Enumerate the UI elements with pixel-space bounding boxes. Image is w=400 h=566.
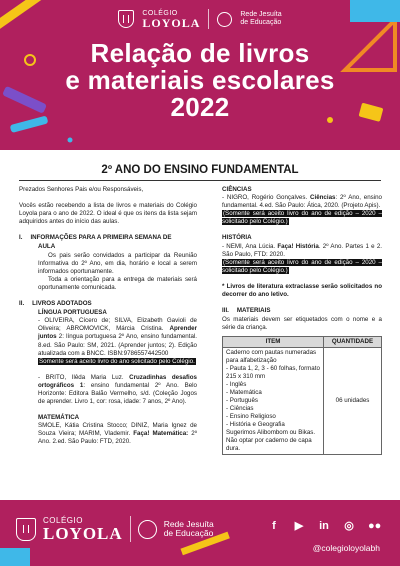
book-2-authors: - BRITO, Ilêda Maria Luz.	[38, 373, 124, 381]
footer-logos	[16, 516, 214, 542]
rede-jesuita-icon	[138, 520, 157, 539]
column-header-item: ITEM	[223, 337, 324, 348]
logo-divider	[208, 9, 209, 29]
title-line-1: Relação de livros	[90, 38, 310, 68]
book-2-details: : ensino fundamental 2º Ano. Belo Horizonte: Editora Balão Vermelho, s/d. (Coleção Jogos de aprender. Livro 1, cor: rosa, idade: 7 anos, 2º Ano).	[38, 381, 197, 406]
quantity-cell: 06 unidades	[324, 348, 382, 455]
book-2-entry	[19, 374, 197, 406]
section-1-title-cont: AULA	[38, 243, 56, 251]
literature-note: * Livros de literatura extraclasse serão solicitados no decorrer do ano letivo.	[222, 282, 382, 299]
book-5-note	[222, 259, 382, 275]
materials-table	[222, 336, 382, 455]
book-1-details: 2: língua portuguesa 2º Ano, ensino fundamental. 8.ed. São Paulo: SM, 2021. (Aprender juntos; 2). Edição atualizada com a BNCC. ISBN:9786557442500	[38, 333, 197, 357]
header-logos	[0, 9, 400, 29]
school-crest-icon	[16, 518, 36, 541]
book-5-title: Faça! História	[277, 242, 319, 250]
footer-school-logo	[43, 517, 123, 542]
book-4-note	[222, 210, 382, 226]
portuguesa-heading: LÍNGUA PORTUGUESA	[38, 309, 107, 317]
left-column	[19, 186, 197, 447]
footer-rede-line-2: de Educação	[163, 528, 214, 538]
book-5-authors: - NEMI, Ana Lúcia.	[222, 242, 276, 250]
logo-top-text: COLÉGIO	[142, 9, 178, 17]
school-crest-icon	[118, 10, 134, 28]
section-3-title: MATERIAIS	[236, 307, 271, 315]
footer-logo-divider	[130, 516, 131, 542]
rede-jesuita-logo	[240, 11, 281, 26]
section-2-heading	[19, 300, 197, 308]
rede-jesuita-icon	[217, 12, 232, 27]
instagram-icon[interactable]: ◎	[344, 520, 354, 532]
book-4-note-text: (Somente será aceito livro do ano de edição – 2020 – solicitado pelo Colégio.)	[222, 210, 382, 226]
section-1-title: INFORMAÇÕES PARA A PRIMEIRA SEMANA DE	[30, 234, 172, 242]
page-title	[0, 40, 400, 121]
social-handle[interactable]: @colegioloyolabh	[312, 543, 380, 553]
right-column	[222, 186, 382, 455]
title-line-3: 2022	[170, 92, 230, 122]
ciencias-heading: CIÊNCIAS	[222, 186, 252, 193]
section-1-paragraph-2: Toda a orientação para a entrega de materiais será oportunamente comunicada.	[38, 275, 197, 291]
book-1-authors: - OLIVEIRA, Cícero de; SILVA, Elizabeth Gavioli de Oliveira; ABROMOVICK, Márcia Cristina.	[38, 317, 197, 333]
book-1-title: Aprender juntos	[38, 325, 197, 341]
book-1-note-text: Somente será aceito livro do ano solicitado pelo Colégio.	[39, 357, 195, 365]
linkedin-icon[interactable]: in	[319, 520, 329, 532]
footer-rede-logo	[164, 520, 214, 539]
section-3-number: III.	[222, 307, 229, 315]
header-banner	[0, 0, 400, 150]
book-4-title: Ciências	[310, 194, 336, 202]
notebook-icon	[0, 548, 30, 566]
book-4-details: : 2º Ano, ensino fundamental. 4.ed. São Paulo: Ática, 2020. (Projeto Apis).	[222, 194, 382, 210]
section-1-heading	[19, 234, 197, 242]
item-line: - História e Geografia	[226, 421, 285, 429]
book-5-note-text: (Somente será aceito livro do ano de edição – 2020 – solicitado pelo Colégio.)	[222, 258, 382, 274]
item-line: Sugerimos Alibombom ou Bikas. Não optar por caderno de capa dura.	[226, 429, 316, 453]
social-links	[268, 520, 380, 532]
section-2-number: II.	[19, 300, 25, 308]
item-line: - Ciências	[226, 405, 254, 413]
sparkle-dot-icon	[68, 138, 73, 143]
youtube-icon[interactable]: ▶	[294, 520, 304, 532]
letter-greeting: Prezados Senhores Pais e/ou Responsáveis,	[19, 186, 144, 193]
section-1-paragraph-1: Os pais serão convidados a participar da Reunião Informativa do 2º Ano, em dia, horário e local a serem informados oportunamente.	[38, 251, 197, 275]
book-3-title: Faça! Matemática:	[133, 430, 189, 438]
book-3-entry	[19, 422, 197, 446]
book-4-entry	[222, 194, 382, 210]
footer-logo-main-text: LOYOLA	[43, 523, 123, 543]
book-2-title: Cruzadinhas desafios ortográficos 1	[38, 373, 197, 389]
flickr-icon[interactable]: ●●	[368, 520, 382, 532]
table-row	[223, 348, 382, 455]
school-logo	[142, 10, 200, 29]
book-4-authors: - NIGRO, Rogério Gonçalves.	[222, 194, 308, 202]
matematica-heading: MATEMÁTICA	[38, 414, 80, 422]
book-5-entry	[222, 243, 382, 259]
rede-line-1: Rede Jesuíta	[240, 11, 282, 19]
historia-heading: HISTÓRIA	[222, 234, 252, 242]
section-3-heading	[222, 307, 382, 315]
column-header-quantity: QUANTIDADE	[324, 337, 382, 348]
facebook-icon[interactable]: f	[272, 520, 276, 532]
rede-line-2: de Educação	[240, 19, 282, 26]
section-2-title: LIVROS ADOTADOS	[32, 300, 92, 308]
section-1-number: I.	[19, 234, 23, 242]
item-line: - Ensino Religioso	[226, 413, 276, 421]
letter-intro: Vocês estão recebendo a lista de livros e materiais do Colégio Loyola para o ano de 2022. O ideal é que os itens da lista sejam adquiridos antes do início das aulas.	[19, 202, 197, 226]
item-line: - Pauta 1, 2, 3 - 60 folhas, formato 215 x 310 mm	[226, 365, 320, 381]
book-1-entry	[19, 317, 197, 357]
footer-banner	[0, 500, 400, 566]
subtitle-divider	[19, 180, 381, 181]
logo-main-text: LOYOLA	[142, 15, 201, 30]
book-5-details: . 2º Ano. Partes 1 e 2. São Paulo, FTD: 2020.	[222, 242, 383, 258]
item-cell	[223, 348, 324, 455]
grade-subtitle: 2º ANO DO ENSINO FUNDAMENTAL	[101, 164, 299, 176]
footer-logo-top-text: COLÉGIO	[43, 515, 83, 525]
item-line: - Português	[226, 397, 258, 405]
item-line: Caderno com pautas numeradas para alfabetização	[226, 349, 317, 365]
item-line: - Inglês	[226, 381, 247, 389]
item-line: - Matemática	[226, 389, 262, 397]
book-1-note	[19, 358, 197, 366]
book-3-details: 2º Ano. 2.ed. São Paulo: FTD, 2020.	[38, 430, 197, 446]
title-line-2: e materiais escolares	[65, 65, 335, 95]
table-header-row	[223, 337, 382, 348]
book-3-authors: SMOLE, Kátia Cristina Stocco; DINIZ, Maria Ignez de Souza Vieira; MARIM, Vlademir.	[38, 422, 197, 438]
footer-rede-line-1: Rede Jesuíta	[163, 518, 214, 529]
section-3-text: Os materiais devem ser etiquetados com o nome e a série da criança.	[222, 316, 382, 332]
